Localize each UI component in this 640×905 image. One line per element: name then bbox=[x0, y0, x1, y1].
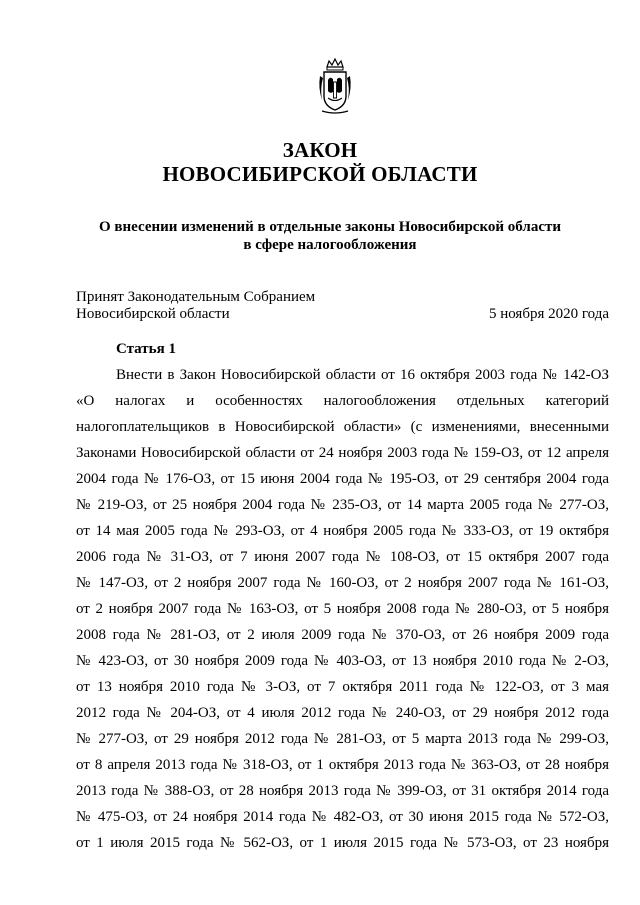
body-line: № 277-ОЗ, от 29 ноября 2012 года № 281-ОЗ, от 5 марта 2013 года № 299-ОЗ, bbox=[76, 731, 609, 747]
body-line: налогоплательщиков в Новосибирской области» (с изменениями, внесенными bbox=[76, 419, 609, 435]
body-line: № 147-ОЗ, от 2 ноября 2007 года № 160-ОЗ, от 2 ноября 2007 года № 161-ОЗ, bbox=[76, 575, 609, 591]
body-line: Внести в Закон Новосибирской области от 16 октября 2003 года № 142-ОЗ bbox=[116, 367, 609, 383]
body-line: от 14 мая 2005 года № 293-ОЗ, от 4 ноября 2005 года № 333-ОЗ, от 19 октября bbox=[76, 523, 609, 539]
law-subject-line-1: О внесении изменений в отдельные законы Новосибирской области bbox=[98, 219, 562, 235]
law-subject-line-2: в сфере налогообложения bbox=[243, 237, 417, 253]
body-line: 2012 года № 204-ОЗ, от 4 июля 2012 года № 240-ОЗ, от 29 ноября 2012 года bbox=[76, 705, 609, 721]
adoption-date: 5 ноября 2020 года bbox=[488, 306, 609, 322]
coat-of-arms-icon bbox=[316, 58, 354, 116]
body-line: «О налогах и особенностях налогообложения отдельных категорий bbox=[76, 393, 609, 409]
adopted-by-line-1: Принят Законодательным Собранием bbox=[76, 289, 316, 305]
body-line: № 219-ОЗ, от 25 ноября 2004 года № 235-ОЗ, от 14 марта 2005 года № 277-ОЗ, bbox=[76, 497, 609, 513]
body-line: № 423-ОЗ, от 30 ноября 2009 года № 403-ОЗ, от 13 ноября 2010 года № 2-ОЗ, bbox=[76, 653, 609, 669]
body-line: 2008 года № 281-ОЗ, от 2 июля 2009 года № 370-ОЗ, от 26 ноября 2009 года bbox=[76, 627, 609, 643]
body-line: 2004 года № 176-ОЗ, от 15 июня 2004 года № 195-ОЗ, от 29 сентября 2004 года bbox=[76, 471, 609, 487]
body-line: 2013 года № 388-ОЗ, от 28 ноября 2013 года № 399-ОЗ, от 31 октября 2014 года bbox=[76, 783, 609, 799]
law-title: ЗАКОН bbox=[282, 138, 358, 162]
body-line: 2006 года № 31-ОЗ, от 7 июня 2007 года № 108-ОЗ, от 15 октября 2007 года bbox=[76, 549, 609, 565]
body-line: от 8 апреля 2013 года № 318-ОЗ, от 1 октября 2013 года № 363-ОЗ, от 28 ноября bbox=[76, 757, 609, 773]
body-line: от 2 ноября 2007 года № 163-ОЗ, от 5 ноября 2008 года № 280-ОЗ, от 5 ноября bbox=[76, 601, 609, 617]
adopted-by-line-2: Новосибирской области bbox=[76, 306, 230, 322]
region-title: НОВОСИБИРСКОЙ ОБЛАСТИ bbox=[162, 162, 478, 186]
article-heading: Статья 1 bbox=[116, 341, 176, 357]
body-line: от 13 ноября 2010 года № 3-ОЗ, от 7 октября 2011 года № 122-ОЗ, от 3 мая bbox=[76, 679, 609, 695]
body-line: Законами Новосибирской области от 24 ноября 2003 года № 159-ОЗ, от 12 апреля bbox=[76, 445, 609, 461]
body-line: от 1 июля 2015 года № 562-ОЗ, от 1 июля 2015 года № 573-ОЗ, от 23 ноября bbox=[76, 835, 609, 851]
body-line: № 475-ОЗ, от 24 ноября 2014 года № 482-ОЗ, от 30 июня 2015 года № 572-ОЗ, bbox=[76, 809, 609, 825]
